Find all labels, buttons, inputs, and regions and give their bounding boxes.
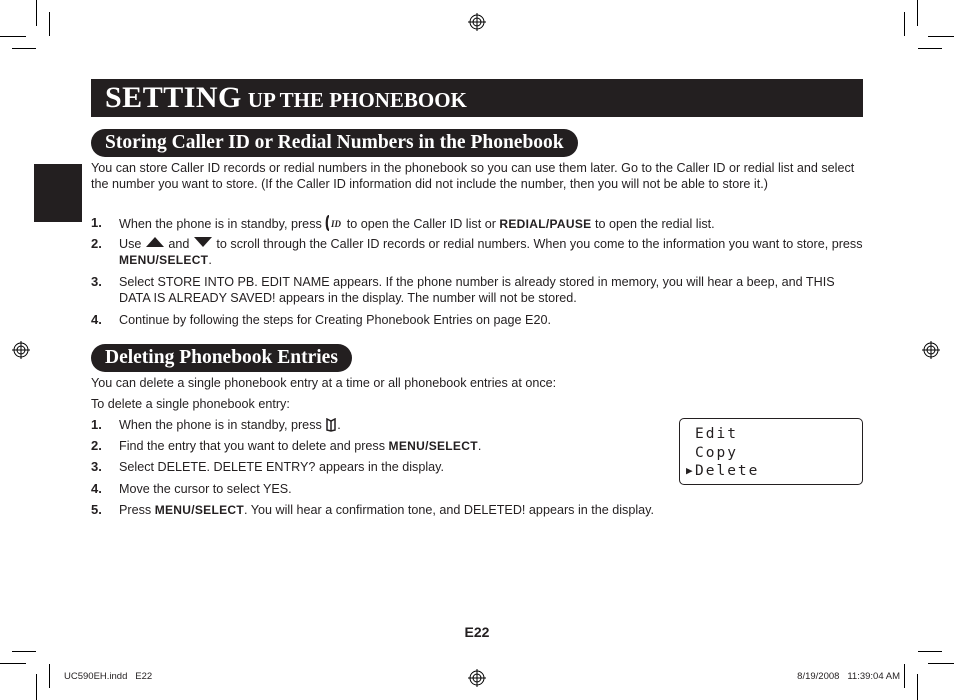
step-text: Use	[119, 237, 145, 251]
section-subintro-deleting: To delete a single phonebook entry:	[91, 397, 290, 411]
step-item	[91, 438, 651, 454]
step-number: 2.	[91, 236, 102, 251]
step-item	[91, 274, 863, 306]
page-number: E22	[464, 624, 490, 640]
menu-select-button-label: MENU/SELECT	[154, 503, 245, 517]
crop-mark	[49, 664, 50, 688]
crop-mark	[917, 0, 918, 26]
section-intro-storing: You can store Caller ID records or redial numbers in the phonebook so you can use them later. Go to the Caller ID or redial list and select the number you want to store. (If the Caller ID information did not include the number, then you will not be able to store it.)	[91, 161, 855, 191]
step-number: 3.	[91, 274, 102, 289]
crop-mark	[49, 12, 50, 36]
step-text: to open the redial list.	[591, 217, 715, 231]
step-item	[91, 502, 863, 518]
step-text: When the phone is in standby, press	[119, 217, 326, 231]
registration-mark-icon	[12, 341, 30, 359]
step-number: 4.	[91, 312, 102, 327]
crop-mark	[928, 36, 954, 37]
registration-mark-icon	[468, 13, 486, 31]
step-item	[91, 459, 651, 475]
page-title-main: SETTING	[105, 81, 242, 114]
crop-mark	[904, 664, 905, 688]
lcd-cursor-icon: ▶	[686, 464, 695, 477]
page-title	[91, 79, 863, 117]
step-number: 5.	[91, 502, 102, 517]
lcd-menu-item: Edit	[695, 426, 738, 442]
crop-mark	[917, 674, 918, 700]
step-text: Press	[119, 503, 155, 517]
step-item	[91, 312, 863, 328]
step-text: to open the Caller ID list or	[343, 217, 500, 231]
lcd-menu-item: Copy	[695, 444, 738, 461]
step-text: . You will hear a confirmation tone, and DELETED! appears in the display.	[244, 503, 655, 517]
crop-mark	[12, 651, 36, 652]
step-text: When the phone is in standby, press	[119, 418, 326, 432]
crop-mark	[12, 48, 36, 49]
footer-file-info: UC590EH.indd E22	[64, 671, 153, 682]
footer-timestamp: 8/19/2008 11:39:04 AM	[797, 671, 900, 682]
registration-mark-icon	[468, 669, 486, 687]
step-number: 4.	[91, 481, 102, 496]
step-text: Select STORE INTO PB. EDIT NAME appears. If the phone number is already stored in memory, you will hear a beep, and THIS DATA IS ALREADY SAVED! appears in the display. The number will not be stored.	[119, 275, 835, 305]
menu-select-button-label: MENU/SELECT	[388, 439, 478, 453]
crop-mark	[0, 663, 26, 664]
step-number: 2.	[91, 438, 102, 453]
step-text: and	[164, 237, 193, 251]
crop-mark	[918, 48, 942, 49]
crop-mark	[904, 12, 905, 36]
section-heading-deleting: Deleting Phonebook Entries	[91, 344, 352, 372]
crop-mark	[928, 663, 954, 664]
step-item	[91, 236, 863, 268]
section-intro-deleting: You can delete a single phonebook entry at a time or all phonebook entries at once:	[91, 376, 557, 390]
menu-select-button-label: MENU/SELECT	[119, 253, 209, 267]
step-text: .	[208, 253, 212, 267]
step-number: 1.	[91, 215, 102, 230]
chapter-tab	[34, 164, 82, 222]
lcd-display	[679, 418, 863, 485]
section-heading-storing: Storing Caller ID or Redial Numbers in the Phonebook	[91, 129, 578, 157]
step-text: Move the cursor to select YES.	[119, 482, 292, 496]
redial-pause-button-label: REDIAL/PAUSE	[499, 217, 592, 231]
step-item	[91, 481, 651, 497]
step-text: .	[337, 418, 341, 432]
down-arrow-icon	[193, 236, 213, 248]
up-arrow-icon	[145, 236, 165, 248]
registration-mark-icon	[922, 341, 940, 359]
step-number: 3.	[91, 459, 102, 474]
crop-mark	[918, 651, 942, 652]
lcd-menu-item-selected: ▶ Delete	[686, 463, 760, 479]
crop-mark	[36, 674, 37, 700]
step-item	[91, 215, 863, 232]
crop-mark	[0, 36, 26, 37]
step-text: Find the entry that you want to delete and press	[119, 439, 389, 453]
step-number: 1.	[91, 417, 102, 432]
caller-id-icon	[325, 215, 343, 231]
page-title-rest: UP THE PHONEBOOK	[247, 88, 467, 112]
step-text: Continue by following the steps for Creating Phonebook Entries on page E20.	[119, 313, 551, 327]
step-text: to scroll through the Caller ID records or redial numbers. When you come to the information you want to store, press	[212, 237, 863, 251]
step-item	[91, 417, 651, 433]
step-text: .	[477, 439, 482, 453]
crop-mark	[36, 0, 37, 26]
step-text: Select DELETE. DELETE ENTRY? appears in the display.	[119, 460, 445, 474]
phonebook-icon	[325, 418, 337, 432]
svg-text:ID: ID	[331, 219, 342, 229]
